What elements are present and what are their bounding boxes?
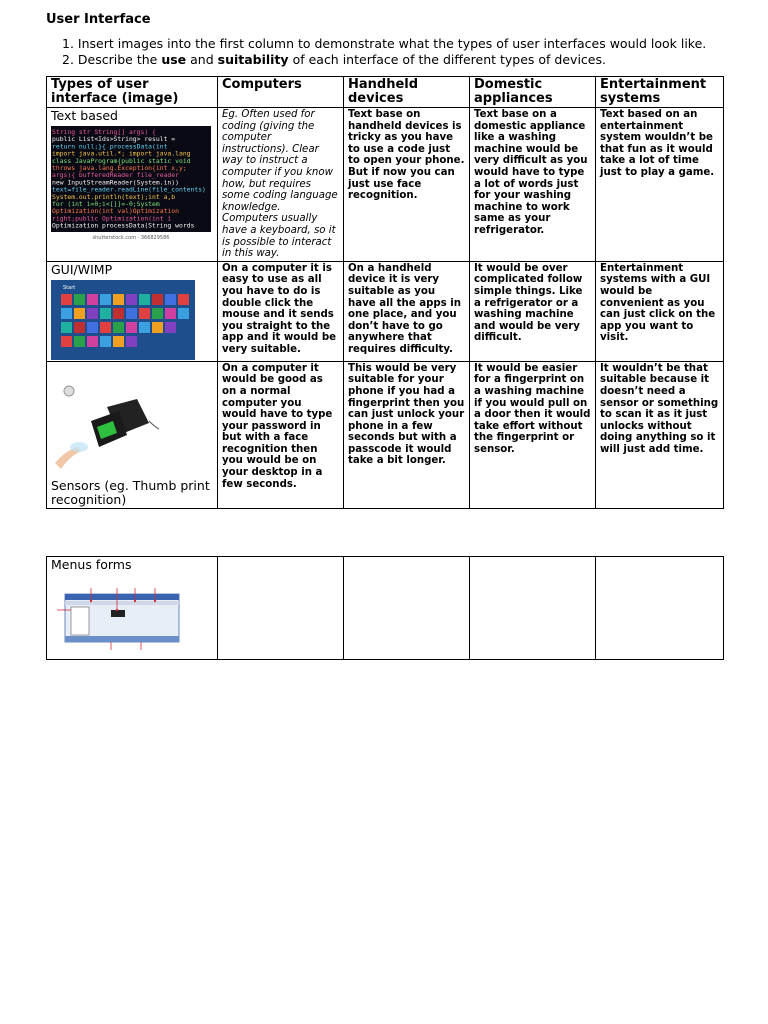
cell-text: Text based on an entertainment system wouldn’t be that fun as it would take a lot of time just to play a game. <box>600 109 715 178</box>
app-tile <box>100 322 111 333</box>
app-tile <box>61 294 72 305</box>
cell-text: It would be over complicated follow simple things. Like a refrigerator or a washing machine and would be very difficult. <box>474 262 583 344</box>
cell-sensors-entertainment <box>596 361 724 508</box>
cell-text-domestic <box>470 108 596 262</box>
document-title: User Interface <box>46 12 151 27</box>
row-label: Text based <box>51 108 118 123</box>
code-line: Optimization processData(String words <box>52 221 195 230</box>
app-tile <box>165 308 176 319</box>
instruction-2 <box>62 52 706 68</box>
app-tile <box>165 322 176 333</box>
app-tile <box>113 308 124 319</box>
window-titlebar <box>65 594 179 600</box>
code-line: return null;}{ processData(int <box>52 142 168 151</box>
app-tile <box>74 308 85 319</box>
interface-table <box>46 76 724 509</box>
header-entertainment-systems: Entertainment systems <box>596 77 724 108</box>
app-tile <box>139 322 150 333</box>
app-tile <box>100 336 111 347</box>
table-row-text-based <box>47 108 724 262</box>
header-computers: Computers <box>218 77 344 108</box>
code-screenshot-image <box>51 126 211 241</box>
cell-text: On a computer it would be good as on a normal computer you would have to type your password in but with a face recognition then you would be on your desktop in a few seconds. <box>222 362 333 490</box>
code-line: text=file_reader.readLine(file_contents) <box>52 185 206 194</box>
instruction-number: 2. <box>62 52 74 67</box>
menu-form-diagram-image <box>51 580 181 652</box>
row-label: GUI/WIMP <box>51 261 113 277</box>
app-tile <box>178 294 189 305</box>
image-caption: shutterstock.com · 366829586 <box>92 235 170 241</box>
code-line: args){ bufferedReader file_reader <box>52 171 179 180</box>
code-line: String str String[] args) { <box>52 128 156 136</box>
app-tile <box>87 336 98 347</box>
app-tile <box>113 336 124 347</box>
cell-text: It would be easier for a fingerprint on a washing machine if you would pull on a door then it would take effort without the fingerprint or sensor. <box>474 362 591 455</box>
cell-text-entertainment <box>596 108 724 262</box>
header-row <box>47 77 724 108</box>
dropdown-menu <box>71 607 89 635</box>
cell-gui-handheld <box>344 261 470 361</box>
cell-gui-domestic <box>470 261 596 361</box>
app-tile <box>87 294 98 305</box>
app-tile <box>139 294 150 305</box>
app-tile <box>113 322 124 333</box>
instruction-text: Describe the <box>77 52 162 67</box>
header-types-of-interface: Types of user interface (image) <box>47 77 218 108</box>
instruction-bold-suitability: suitability <box>217 52 289 67</box>
cell-text: Entertainment systems with a GUI would be convenient as you can just click on the app you want to visit. <box>600 262 716 344</box>
code-line: throws java.lang.Exception{int x,y; <box>52 164 187 172</box>
row-label: Menus forms <box>51 557 132 572</box>
code-line: import java.util.*; import java.lang <box>52 149 191 158</box>
cell-menus-entertainment <box>596 557 724 660</box>
scan-glow <box>70 442 88 452</box>
instruction-number: 1. <box>62 36 74 51</box>
form-field <box>111 610 125 617</box>
code-line: new InputStreamReader(System.in)) <box>52 178 179 187</box>
status-bar <box>65 636 179 642</box>
menu-bar <box>65 601 179 605</box>
table-row-menus-forms <box>47 557 724 660</box>
app-tile <box>87 308 98 319</box>
app-tile <box>152 322 163 333</box>
cell-sensors-domestic <box>470 361 596 508</box>
instruction-text: of each interface of the different types of devices. <box>288 52 606 67</box>
app-tile <box>152 308 163 319</box>
app-tile <box>100 294 111 305</box>
cell-gui-computers <box>218 261 344 361</box>
cell-menus-domestic <box>470 557 596 660</box>
app-tile <box>113 294 124 305</box>
app-tile <box>87 322 98 333</box>
fingerprint-scanner-image <box>51 377 161 473</box>
start-screen-background <box>51 280 195 360</box>
header-handheld-devices: Handheld devices <box>344 77 470 108</box>
code-line: for (int i=0;i<[]]=-0;System <box>52 200 160 208</box>
app-tile <box>74 294 85 305</box>
app-tile <box>126 322 137 333</box>
cell-sensors-handheld <box>344 361 470 508</box>
row-label-cell <box>47 361 218 508</box>
app-tile <box>139 308 150 319</box>
code-line: Optimization(int val)Optimization <box>52 207 179 216</box>
app-tile <box>74 322 85 333</box>
code-line: right;public Optimization(int i <box>52 214 172 223</box>
start-screen-image <box>51 280 195 360</box>
cell-menus-handheld <box>344 557 470 660</box>
table-row-sensors <box>47 361 724 508</box>
app-tile <box>126 336 137 347</box>
cell-menus-computers <box>218 557 344 660</box>
app-tile <box>61 336 72 347</box>
row-label: Sensors (eg. Thumb print recognition) <box>51 477 210 507</box>
app-tile <box>100 308 111 319</box>
cell-text: On a computer it is easy to use as all you have to do is double click the mouse and it sends you straight to the app and it would be very suitable. <box>222 262 337 355</box>
app-tile <box>74 336 85 347</box>
cell-text: Text base on handheld devices is tricky as you have to use a code just to open your phone. But if now you can just use face recognition. <box>348 109 465 202</box>
cell-gui-entertainment <box>596 261 724 361</box>
header-domestic-appliances: Domestic appliances <box>470 77 596 108</box>
indicator-light-icon <box>64 386 74 396</box>
menus-forms-table <box>46 556 724 660</box>
instruction-bold-use: use <box>161 52 187 67</box>
row-label-cell <box>47 557 218 660</box>
cell-text: On a handheld device it is very suitable as you have all the apps in one place, and you don’t have to go anywhere that requires difficulty. <box>348 262 462 355</box>
cell-text: Text base on a domestic appliance like a washing machine would be very difficult as you would have to type a lot of words just for your washing machine to work same as your refrigerator. <box>474 109 588 236</box>
code-line: public List<Ids>String> result = <box>52 135 176 144</box>
app-tile <box>126 294 137 305</box>
instruction-text: and <box>186 52 218 67</box>
cell-sensors-computers <box>218 361 344 508</box>
app-tile <box>61 322 72 333</box>
row-label-cell <box>47 108 218 262</box>
instruction-text: Insert images into the first column to demonstrate what the types of user interfaces would look like. <box>77 36 707 51</box>
instruction-1 <box>62 36 706 52</box>
cell-text: This would be very suitable for your phone if you had a fingerprint then you can just unlock your phone in a few seconds but with a passcode it would take a bit longer. <box>348 362 465 467</box>
app-tile <box>126 308 137 319</box>
app-tile <box>178 308 189 319</box>
cell-text: It wouldn’t be that suitable because it doesn’t need a sensor or something to scan it as it just unlocks without doing anything so it will just add time. <box>600 362 719 455</box>
cell-text-computers <box>218 108 344 262</box>
scanner-cable <box>149 421 159 429</box>
cell-text-handheld <box>344 108 470 262</box>
app-tile <box>61 308 72 319</box>
code-line: System.out.println(text);int a,b <box>52 192 176 201</box>
app-tile <box>152 294 163 305</box>
row-label-cell <box>47 261 218 361</box>
code-line: class JavaProgram{public static void <box>52 156 191 165</box>
app-tile <box>165 294 176 305</box>
instructions-list <box>62 36 706 68</box>
start-label: Start <box>63 284 76 291</box>
cell-text: Eg. Often used for coding (giving the computer instructions). Clear way to instruct a computer if you know how, but requires some coding language knowledge. Computers usually have a keyboard, so it is possible to interact in this way. <box>222 109 338 260</box>
table-row-gui-wimp <box>47 261 724 361</box>
